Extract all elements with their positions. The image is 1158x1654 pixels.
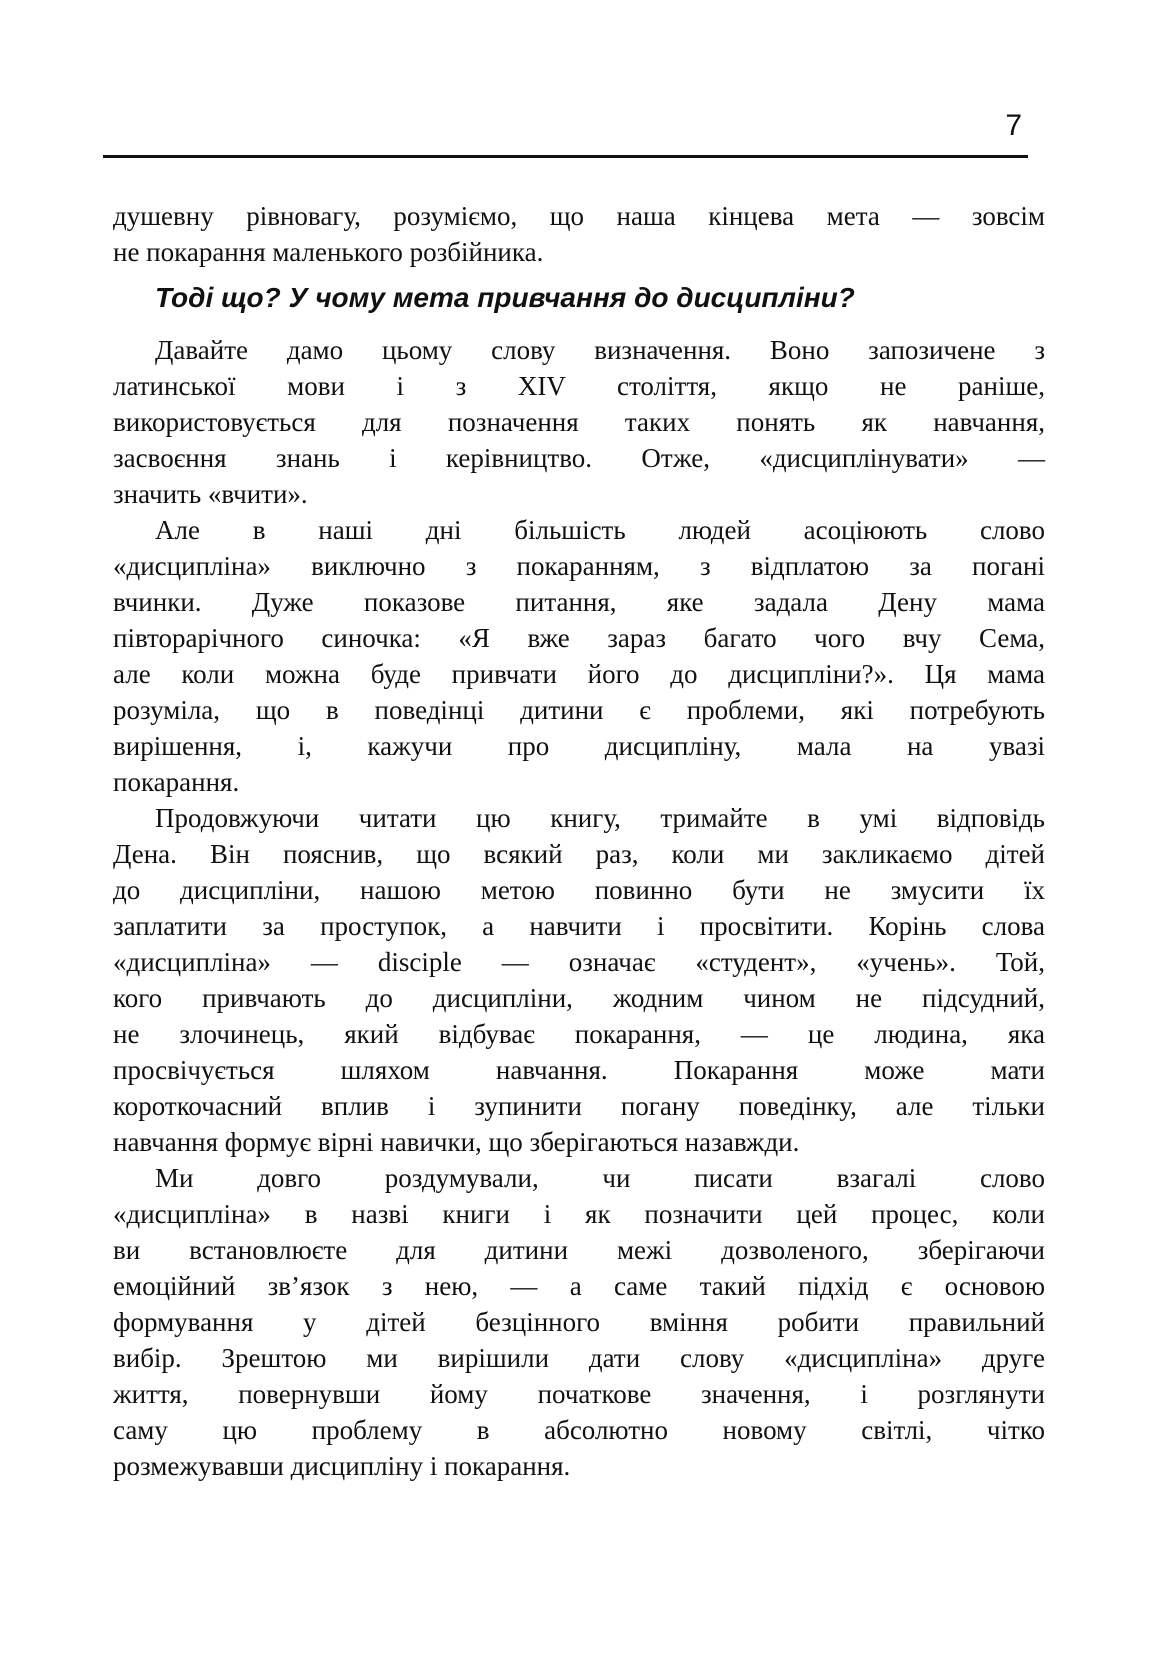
paragraph xyxy=(113,332,1045,512)
paragraph xyxy=(113,800,1045,1160)
text-line: заплатити за проступок, а навчити і просвітити. Корінь слова xyxy=(113,911,1045,941)
section-heading: Тоді що? У чому мета привчання до дисципліни? xyxy=(155,282,855,313)
text-line: не злочинець, який відбуває покарання, — це людина, яка xyxy=(113,1019,1045,1049)
text-line: але коли можна буде привчати його до дисципліни?». Ця мама xyxy=(113,659,1045,689)
text-line: «дисципліна» в назві книги і як позначити цей процес, коли xyxy=(113,1199,1045,1229)
text-line: значить «вчити». xyxy=(113,479,308,509)
text-line: формування у дітей безцінного вміння робити правильний xyxy=(113,1307,1045,1337)
text-line: Але в наші дні більшість людей асоціюють слово xyxy=(155,515,1045,545)
text-line: просвічується шляхом навчання. Покарання може мати xyxy=(113,1055,1045,1085)
text-line: вирішення, і, кажучи про дисципліну, мала на увазі xyxy=(113,731,1045,761)
text-line: Ми довго роздумували, чи писати взагалі слово xyxy=(155,1163,1045,1193)
text-line: навчання формує вірні навички, що зберігаються назавжди. xyxy=(113,1127,800,1157)
text-line: засвоєння знань і керівництво. Отже, «дисциплінувати» — xyxy=(113,443,1045,473)
paragraph xyxy=(113,198,1045,270)
text-line: душевну рівновагу, розуміємо, що наша кінцева мета — зовсім xyxy=(113,201,1045,231)
page-number: 7 xyxy=(1005,109,1022,142)
text-line: «дисципліна» — disciple — означає «студент», «учень». Той, xyxy=(113,947,1045,977)
text-line: Давайте дамо цьому слову визначення. Воно запозичене з xyxy=(155,335,1045,365)
text-line: латинської мови і з XIV століття, якщо не раніше, xyxy=(113,371,1045,401)
paragraph xyxy=(113,512,1045,800)
text-line: вчинки. Дуже показове питання, яке задала Дену мама xyxy=(113,587,1045,617)
text-line: Продовжуючи читати цю книгу, тримайте в умі відповідь xyxy=(155,803,1045,833)
text-line: покарання. xyxy=(113,767,240,797)
text-line: півторарічного синочка: «Я вже зараз багато чого вчу Сема, xyxy=(113,623,1045,653)
paragraph xyxy=(113,1160,1045,1484)
text-line: вибір. Зрештою ми вирішили дати слову «дисципліна» друге xyxy=(113,1343,1045,1373)
text-line: використовується для позначення таких понять як навчання, xyxy=(113,407,1045,437)
text-line: «дисципліна» виключно з покаранням, з відплатою за погані xyxy=(113,551,1045,581)
text-line: саму цю проблему в абсолютно новому світлі, чітко xyxy=(113,1415,1045,1445)
text-line: не покарання маленького розбійника. xyxy=(113,237,544,267)
text-line: розмежувавши дисципліну і покарання. xyxy=(113,1451,571,1481)
text-line: ви встановлюєте для дитини межі дозволеного, зберігаючи xyxy=(113,1235,1045,1265)
text-line: емоційний зв’язок з нею, — а саме такий підхід є основою xyxy=(113,1271,1045,1301)
page-body xyxy=(113,198,1045,1484)
text-line: Дена. Він пояснив, що всякий раз, коли ми закликаємо дітей xyxy=(113,839,1045,869)
text-line: кого привчають до дисципліни, жодним чином не підсудний, xyxy=(113,983,1045,1013)
text-line: до дисципліни, нашою метою повинно бути не змусити їх xyxy=(113,875,1045,905)
text-line: розуміла, що в поведінці дитини є проблеми, які потребують xyxy=(113,695,1045,725)
text-line: життя, повернувши йому початкове значення, і розглянути xyxy=(113,1379,1045,1409)
page-header xyxy=(0,0,1158,158)
text-line: короткочасний вплив і зупинити погану поведінку, але тільки xyxy=(113,1091,1045,1121)
header-rule xyxy=(103,155,1028,158)
